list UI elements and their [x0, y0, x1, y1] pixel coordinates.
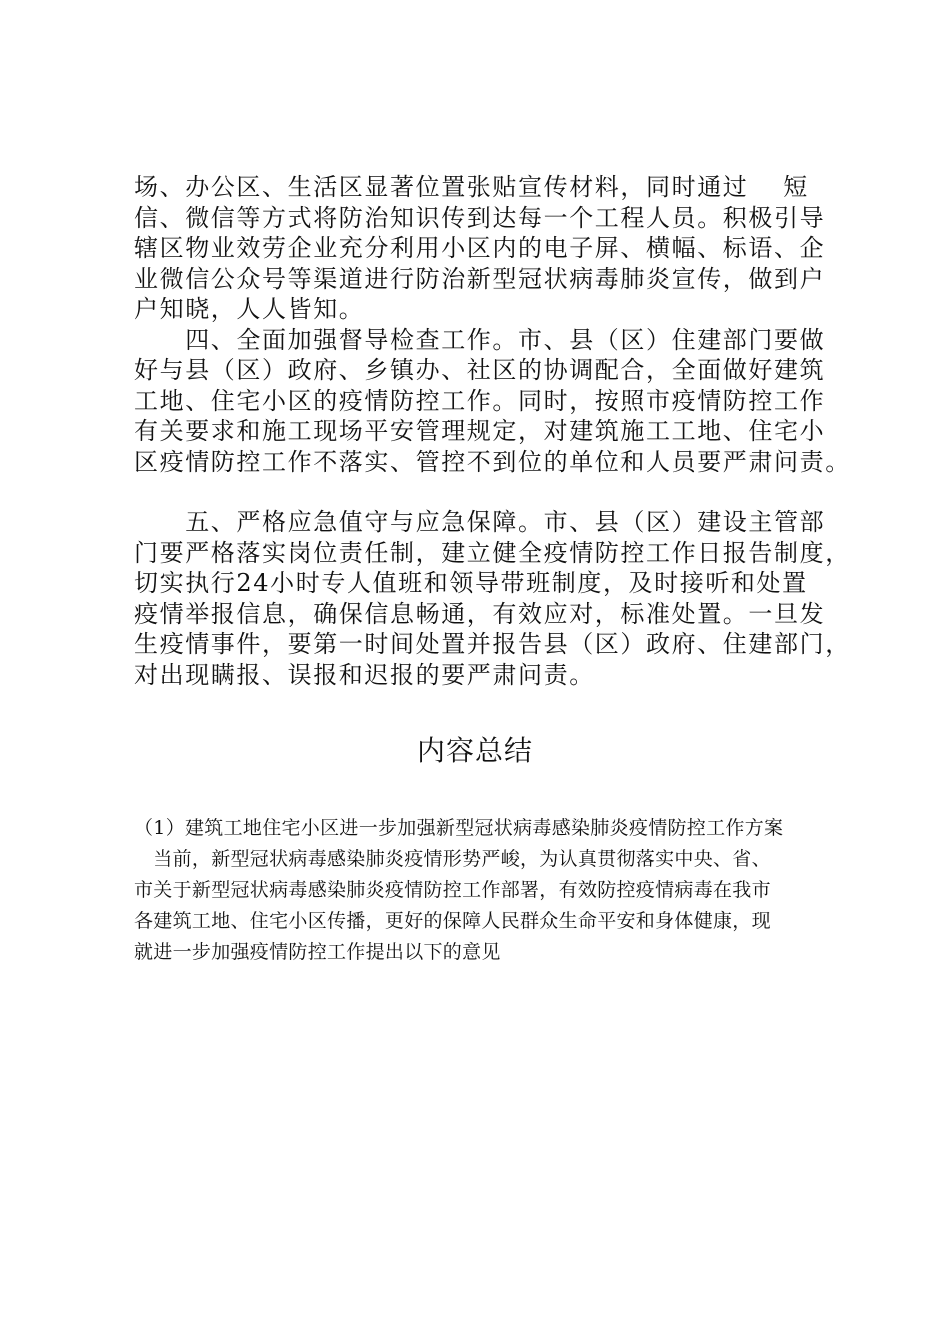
paragraph-emergency: [134, 507, 851, 690]
summary-body: [134, 813, 834, 968]
summary-line: （1）建筑工地住宅小区进一步加强新型冠状病毒感染肺炎疫情防控工作方案: [134, 817, 784, 839]
summary-line: 当前，新型冠状病毒感染肺炎疫情形势严峻，为认真贯彻落实中央、省、: [134, 848, 771, 870]
text-line: 业微信公众号等渠道进行防治新型冠状病毒肺炎宣传，做到户: [134, 264, 826, 293]
text-line: 有关要求和施工现场平安管理规定，对建筑施工工地、住宅小: [134, 417, 826, 445]
text-line: 信、微信等方式将防治知识传到达每一个工程人员。积极引导: [134, 203, 826, 232]
paragraph-publicity: [134, 172, 834, 325]
summary-line: 市关于新型冠状病毒感染肺炎疫情防控工作部署，有效防控疫情病毒在我市: [134, 879, 771, 901]
text-line: 门要严格落实岗位责任制，建立健全疫情防控工作日报告制度，: [134, 538, 851, 567]
text-line: 四、全面加强督导检查工作。市、县（区）住建部门要做: [134, 325, 826, 354]
document-body: [134, 172, 851, 690]
text-line: 对出现瞒报、误报和迟报的要严肃问责。: [134, 660, 595, 689]
paragraph-supervision: [134, 325, 851, 478]
text-line: 区疫情防控工作不落实、管控不到位的单位和人员要严肃问责。: [134, 447, 851, 476]
text-line: 场、办公区、生活区显著位置张贴宣传材料，同时通过 短: [134, 173, 809, 201]
text-line: 生疫情事件，要第一时间处置并报告县（区）政府、住建部门，: [134, 630, 851, 658]
text-line: 辖区物业效劳企业充分利用小区内的电子屏、横幅、标语、企: [134, 234, 826, 262]
text-line: 户知晓，人人皆知。: [134, 295, 365, 323]
text-line: 五、严格应急值守与应急保障。市、县（区）建设主管部: [134, 508, 826, 536]
text-line: 工地、住宅小区的疫情防控工作。同时，按照市疫情防控工作: [134, 386, 826, 415]
text-line: 好与县（区）政府、乡镇办、社区的协调配合，全面做好建筑: [134, 356, 826, 384]
text-line: 疫情举报信息，确保信息畅通，有效应对，标准处置。一旦发: [134, 599, 826, 628]
summary-title: 内容总结: [416, 734, 533, 767]
summary-line: 各建筑工地、住宅小区传播，更好的保障人民群众生命平安和身体健康，现: [134, 910, 771, 932]
summary-line: 就进一步加强疫情防控工作提出以下的意见: [134, 941, 501, 963]
paragraph-spacer: [134, 477, 834, 507]
text-line: 切实执行24小时专人值班和领导带班制度，及时接听和处置: [134, 569, 808, 597]
